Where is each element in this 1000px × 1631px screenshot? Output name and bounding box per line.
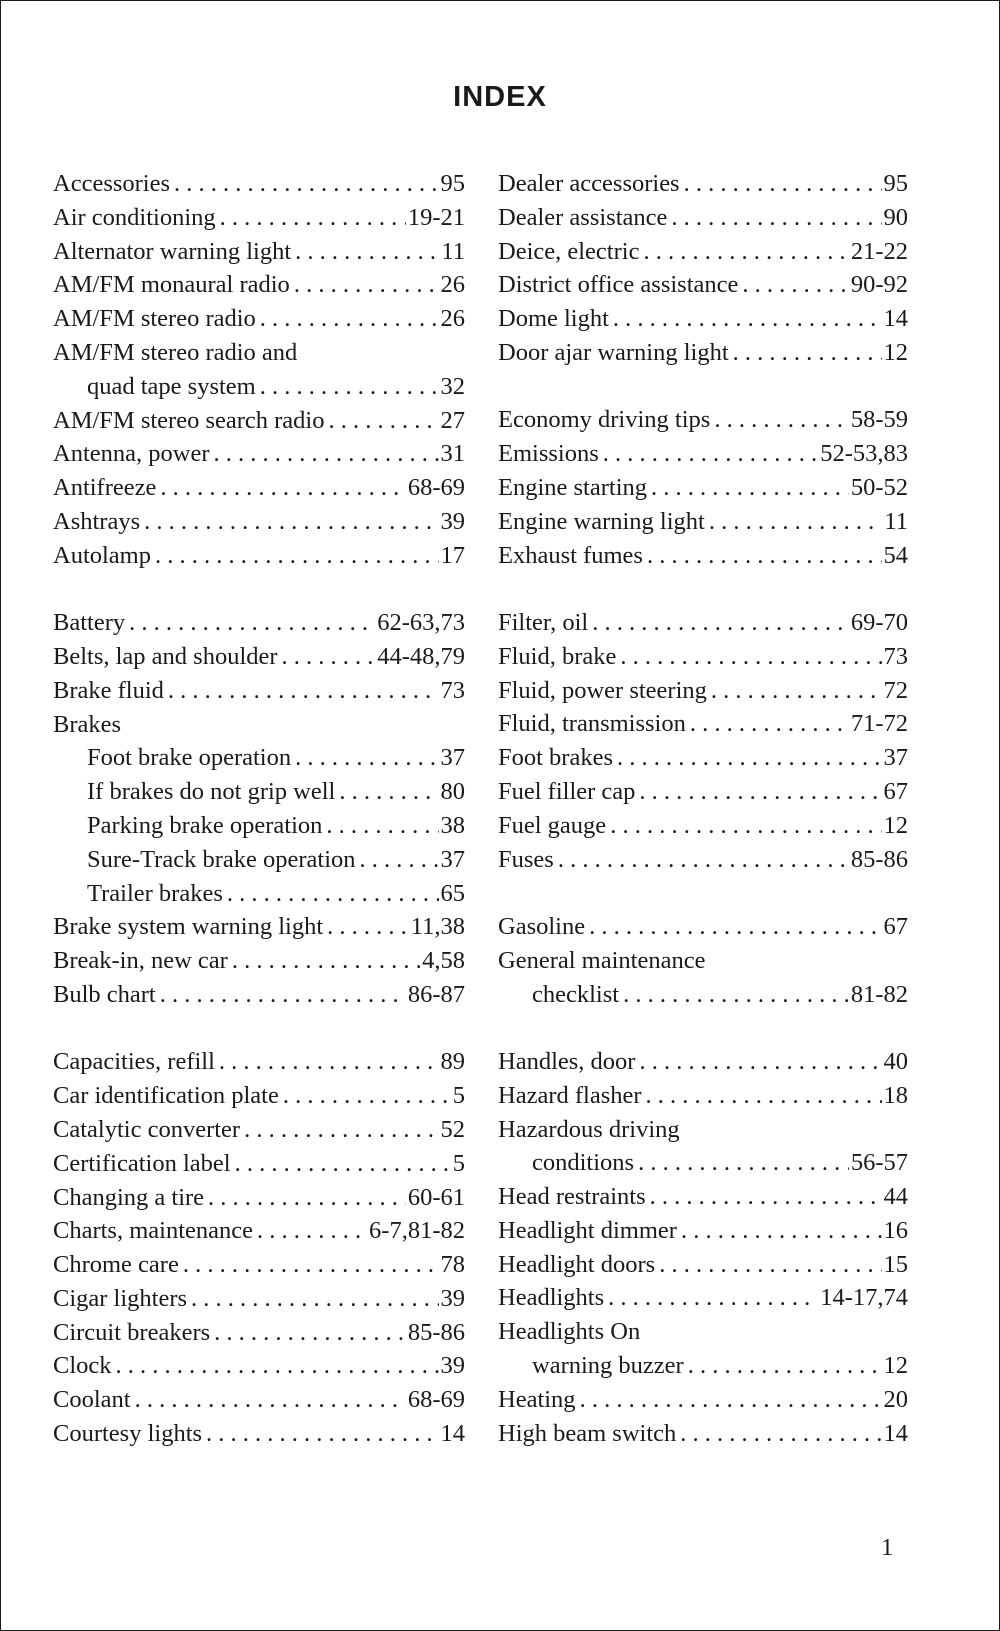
index-entry [498, 505, 908, 539]
entry-page-numbers: 81-82 [850, 980, 908, 1008]
dot-leader [168, 674, 439, 708]
entry-label: Engine warning light [498, 507, 705, 535]
entry-page-numbers: 56-57 [850, 1149, 908, 1177]
entry-page-numbers: 40 [883, 1047, 908, 1075]
entry-page-numbers: 38 [440, 811, 465, 839]
entry-page-numbers: 50-52 [850, 473, 908, 501]
dot-leader [638, 1146, 849, 1180]
entry-label: Headlight doors [498, 1250, 656, 1278]
index-subentry [53, 370, 465, 404]
dot-leader [659, 1248, 881, 1282]
entry-page-numbers: 39 [440, 1284, 465, 1312]
dot-leader [688, 1349, 882, 1383]
page-title: INDEX [453, 81, 547, 113]
index-group [498, 606, 908, 876]
entry-page-numbers: 14 [883, 305, 908, 333]
dot-leader [613, 302, 882, 336]
entry-page-numbers: 78 [440, 1251, 465, 1279]
index-entry [498, 471, 908, 505]
dot-leader [208, 1181, 406, 1215]
dot-leader [116, 1349, 439, 1383]
index-entry [498, 1248, 908, 1282]
entry-label: Antenna, power [53, 440, 210, 468]
entry-label: Antifreeze [53, 474, 157, 502]
index-entry [53, 1248, 465, 1282]
entry-page-numbers: 37 [440, 744, 465, 772]
entry-label: Dealer assistance [498, 203, 668, 231]
entry-label: Ashtrays [53, 507, 141, 535]
entry-page-numbers: 12 [883, 811, 908, 839]
entry-label: Parking brake operation [87, 811, 323, 839]
dot-leader [610, 809, 881, 843]
dot-leader [327, 910, 409, 944]
dot-leader [671, 201, 881, 235]
entry-page-numbers: 44 [883, 1183, 908, 1211]
index-entry [498, 539, 908, 573]
entry-page-numbers: 12 [883, 338, 908, 366]
entry-label: Hazardous driving [498, 1115, 680, 1143]
entry-page-numbers: 27 [440, 406, 465, 434]
index-entry [53, 201, 465, 235]
entry-label: quad tape system [87, 372, 256, 400]
index-entry [53, 235, 465, 269]
entry-page-numbers: 85-86 [407, 1318, 465, 1346]
index-entry [498, 674, 908, 708]
entry-label: Autolamp [53, 541, 151, 569]
entry-label: Coolant [53, 1386, 131, 1414]
index-entry [498, 1281, 908, 1315]
entry-page-numbers: 86-87 [407, 980, 465, 1008]
dot-leader [742, 268, 848, 302]
entry-label: AM/FM stereo search radio [53, 406, 325, 434]
dot-leader [213, 437, 438, 471]
dot-leader [244, 1113, 438, 1147]
entry-label: Door ajar warning light [498, 338, 729, 366]
dot-leader [135, 1383, 406, 1417]
entry-page-numbers: 67 [883, 912, 908, 940]
index-entry [498, 403, 908, 437]
entry-page-numbers: 69-70 [850, 608, 908, 636]
entry-page-numbers: 15 [883, 1250, 908, 1278]
entry-label: checklist [532, 980, 620, 1008]
dot-leader [326, 809, 438, 843]
dot-leader [283, 1079, 451, 1113]
index-entry [498, 336, 908, 370]
entry-label: Belts, lap and shoulder [53, 642, 278, 670]
dot-leader [129, 606, 375, 640]
entry-page-numbers: 11 [884, 507, 908, 535]
entry-page-numbers: 26 [440, 271, 465, 299]
entry-page-numbers: 80 [440, 778, 465, 806]
entry-page-numbers: 95 [440, 170, 465, 197]
index-entry [53, 1383, 465, 1417]
index-entry [53, 471, 465, 505]
dot-leader [603, 437, 818, 471]
entry-page-numbers: 89 [440, 1048, 465, 1076]
entry-label: Trailer brakes [87, 879, 223, 907]
dot-leader [257, 1214, 367, 1248]
index-entry [498, 1383, 908, 1417]
index-subentry [53, 843, 465, 877]
index-entry [498, 235, 908, 269]
entry-page-numbers: 20 [883, 1385, 908, 1413]
index-entry [53, 910, 465, 944]
dot-leader [643, 235, 848, 269]
entry-label: Economy driving tips [498, 406, 711, 434]
entry-page-numbers: 5 [452, 1082, 465, 1110]
dot-leader [214, 1316, 406, 1350]
entry-page-numbers: 60-61 [407, 1183, 465, 1211]
entry-page-numbers: 11 [441, 237, 465, 265]
index-entry [498, 741, 908, 775]
index-group [53, 167, 465, 573]
index-entry [498, 843, 908, 877]
index-entry [53, 1417, 465, 1451]
entry-label: Gasoline [498, 912, 586, 940]
index-entry [498, 1417, 908, 1451]
entry-label: Clock [53, 1352, 112, 1380]
entry-label: District office assistance [498, 271, 739, 299]
index-group [498, 1045, 908, 1451]
entry-label: Dome light [498, 305, 609, 333]
entry-label: warning buzzer [532, 1352, 684, 1380]
entry-label: Courtesy lights [53, 1420, 203, 1448]
entry-label: Fluid, brake [498, 642, 617, 670]
dot-leader [294, 268, 439, 302]
entry-label: General maintenance [498, 946, 706, 974]
dot-leader [620, 640, 881, 674]
entry-label: Changing a tire [53, 1183, 205, 1211]
entry-label: Cigar lighters [53, 1284, 188, 1312]
entry-page-numbers: 26 [440, 305, 465, 333]
entry-label: Headlights [498, 1284, 605, 1312]
dot-leader [623, 978, 849, 1012]
dot-leader [690, 707, 849, 741]
dot-leader [617, 741, 882, 775]
entry-label: Deice, electric [498, 237, 640, 265]
index-subentry [53, 741, 465, 775]
entry-page-numbers: 68-69 [407, 474, 465, 502]
entry-label: Capacities, refill [53, 1048, 215, 1076]
entry-page-numbers: 62-63,73 [377, 609, 465, 637]
index-subentry [53, 775, 465, 809]
entry-page-numbers: 85-86 [850, 845, 908, 873]
index-entry [53, 505, 465, 539]
entry-label: Heating [498, 1385, 576, 1413]
index-group [53, 1045, 465, 1451]
entry-label: Fuel gauge [498, 811, 607, 839]
index-entry [53, 1181, 465, 1215]
index-entry [498, 1045, 908, 1079]
dot-leader [328, 404, 438, 438]
entry-page-numbers: 39 [440, 507, 465, 535]
index-group [498, 403, 908, 572]
index-entry [53, 944, 465, 978]
index-entry [53, 437, 465, 471]
dot-leader [608, 1281, 818, 1315]
index-entry [53, 978, 465, 1012]
dot-leader [260, 370, 439, 404]
entry-page-numbers: 11,38 [410, 913, 465, 941]
index-subentry [53, 809, 465, 843]
entry-label: Break-in, new car [53, 947, 228, 975]
entry-page-numbers: 19-21 [407, 203, 465, 231]
dot-leader [650, 1180, 882, 1214]
index-entry [53, 302, 465, 336]
entry-label: Engine starting [498, 473, 648, 501]
entry-page-numbers: 4,58 [422, 947, 465, 975]
dot-leader [639, 1045, 881, 1079]
entry-label: Charts, maintenance [53, 1217, 254, 1245]
entry-label: AM/FM monaural radio [53, 271, 290, 299]
dot-leader [647, 539, 882, 573]
index-entry [53, 606, 465, 640]
index-entry [53, 1113, 465, 1147]
entry-label: Bulb chart [53, 980, 156, 1008]
index-entry [498, 809, 908, 843]
entry-page-numbers: 12 [883, 1352, 908, 1380]
entry-label: Headlights On [498, 1318, 641, 1346]
dot-leader [235, 1147, 451, 1181]
entry-label: If brakes do not grip well [87, 778, 336, 806]
index-entry [498, 437, 908, 471]
index-entry [498, 167, 908, 201]
dot-leader [295, 741, 438, 775]
entry-label: Dealer accessories [498, 170, 680, 197]
entry-page-numbers: 14-17,74 [820, 1284, 908, 1312]
dot-leader [680, 1417, 881, 1451]
index-subentry [53, 877, 465, 911]
index-column-right [498, 167, 908, 1484]
index-entry [498, 606, 908, 640]
entry-label: Certification label [53, 1149, 231, 1177]
entry-label: AM/FM stereo radio [53, 305, 256, 333]
dot-leader [160, 978, 406, 1012]
index-subentry [498, 1349, 908, 1383]
entry-page-numbers: 16 [883, 1216, 908, 1244]
dot-leader [183, 1248, 439, 1282]
dot-leader [232, 944, 420, 978]
index-entry [53, 336, 465, 370]
entry-page-numbers: 54 [883, 541, 908, 569]
dot-leader [206, 1417, 438, 1451]
index-entry [53, 708, 465, 742]
dot-leader [174, 167, 438, 201]
dot-leader [339, 775, 438, 809]
entry-label: Filter, oil [498, 608, 589, 636]
entry-page-numbers: 32 [440, 372, 465, 400]
index-group [498, 167, 908, 370]
index-entry [53, 1282, 465, 1316]
index-group [53, 606, 465, 1012]
entry-label: Fuel filler cap [498, 777, 636, 805]
dot-leader [646, 1079, 882, 1113]
index-entry [53, 1045, 465, 1079]
index-entry [53, 167, 465, 201]
dot-leader [144, 505, 438, 539]
index-entry [53, 1079, 465, 1113]
entry-page-numbers: 90-92 [850, 271, 908, 299]
entry-page-numbers: 37 [440, 845, 465, 873]
entry-page-numbers: 44-48,79 [377, 642, 465, 670]
index-entry [53, 404, 465, 438]
entry-label: Fuses [498, 845, 554, 873]
dot-leader [709, 505, 883, 539]
dot-leader [558, 843, 849, 877]
dot-leader [260, 302, 439, 336]
entry-label: Alternator warning light [53, 237, 292, 265]
index-entry [498, 640, 908, 674]
index-entry [53, 1316, 465, 1350]
dot-leader [360, 843, 439, 877]
entry-page-numbers: 37 [883, 744, 908, 772]
entry-label: Air conditioning [53, 203, 216, 231]
entry-label: Fluid, transmission [498, 710, 686, 738]
entry-page-numbers: 90 [883, 203, 908, 231]
entry-page-numbers: 73 [440, 676, 465, 704]
dot-leader [684, 167, 882, 201]
entry-label: Brake fluid [53, 676, 164, 704]
entry-label: Handles, door [498, 1047, 636, 1075]
dot-leader [589, 910, 881, 944]
entry-page-numbers: 67 [883, 777, 908, 805]
dot-leader [282, 640, 376, 674]
entry-page-numbers: 52 [440, 1115, 465, 1143]
entry-page-numbers: 65 [440, 879, 465, 907]
dot-leader [733, 336, 882, 370]
dot-leader [155, 539, 439, 573]
dot-leader [227, 877, 439, 911]
dot-leader [220, 201, 406, 235]
page-number: 1 [881, 1534, 894, 1561]
entry-label: Exhaust fumes [498, 541, 643, 569]
entry-label: Catalytic converter [53, 1115, 241, 1143]
entry-label: Hazard flasher [498, 1081, 642, 1109]
entry-page-numbers: 73 [883, 642, 908, 670]
entry-page-numbers: 95 [883, 170, 908, 197]
index-entry [53, 640, 465, 674]
entry-label: Sure-Track brake operation [87, 845, 356, 873]
entry-label: Headlight dimmer [498, 1216, 677, 1244]
index-entry [498, 1113, 908, 1147]
dot-leader [580, 1383, 882, 1417]
index-entry [498, 1180, 908, 1214]
index-entry [498, 201, 908, 235]
index-entry [498, 1214, 908, 1248]
dot-leader [639, 775, 881, 809]
entry-page-numbers: 31 [440, 440, 465, 468]
entry-page-numbers: 18 [883, 1081, 908, 1109]
index-subentry [498, 978, 908, 1012]
entry-label: Fluid, power steering [498, 676, 707, 704]
index-entry [498, 302, 908, 336]
entry-label: Head restraints [498, 1183, 646, 1211]
entry-page-numbers: 14 [440, 1420, 465, 1448]
entry-page-numbers: 5 [452, 1149, 465, 1177]
entry-page-numbers: 58-59 [850, 406, 908, 434]
entry-label: conditions [532, 1149, 635, 1177]
entry-page-numbers: 39 [440, 1352, 465, 1380]
index-column-left [53, 167, 465, 1484]
dot-leader [160, 471, 405, 505]
entry-label: Accessories [53, 170, 171, 197]
index-subentry [498, 1146, 908, 1180]
dot-leader [295, 235, 439, 269]
index-entry [498, 910, 908, 944]
entry-page-numbers: 14 [883, 1419, 908, 1447]
index-entry [498, 944, 908, 978]
index-entry [53, 539, 465, 573]
entry-page-numbers: 17 [440, 541, 465, 569]
index-entry [53, 674, 465, 708]
index-entry [498, 268, 908, 302]
entry-label: Car identification plate [53, 1082, 279, 1110]
dot-leader [219, 1045, 439, 1079]
entry-page-numbers: 52-53,83 [820, 440, 908, 468]
entry-label: Emissions [498, 440, 599, 468]
dot-leader [651, 471, 849, 505]
entry-label: Brake system warning light [53, 913, 324, 941]
entry-label: Battery [53, 609, 126, 637]
index-entry [53, 1349, 465, 1383]
index-entry [498, 775, 908, 809]
index-entry [498, 707, 908, 741]
entry-label: Foot brakes [498, 744, 613, 772]
index-group [498, 910, 908, 1011]
entry-label: Circuit breakers [53, 1318, 211, 1346]
entry-label: High beam switch [498, 1419, 677, 1447]
entry-page-numbers: 68-69 [407, 1386, 465, 1414]
entry-page-numbers: 72 [883, 676, 908, 704]
index-entry [498, 1315, 908, 1349]
index-entry [53, 268, 465, 302]
entry-page-numbers: 21-22 [850, 237, 908, 265]
entry-label: Brakes [53, 710, 122, 738]
index-entry [53, 1147, 465, 1181]
entry-label: Foot brake operation [87, 744, 292, 772]
dot-leader [191, 1282, 438, 1316]
entry-page-numbers: 71-72 [850, 710, 908, 738]
dot-leader [711, 674, 882, 708]
dot-leader [592, 606, 849, 640]
dot-leader [681, 1214, 882, 1248]
index-entry [498, 1079, 908, 1113]
entry-label: AM/FM stereo radio and [53, 338, 298, 366]
index-entry [53, 1214, 465, 1248]
dot-leader [714, 403, 849, 437]
entry-label: Chrome care [53, 1251, 179, 1279]
entry-page-numbers: 6-7,81-82 [369, 1217, 465, 1245]
